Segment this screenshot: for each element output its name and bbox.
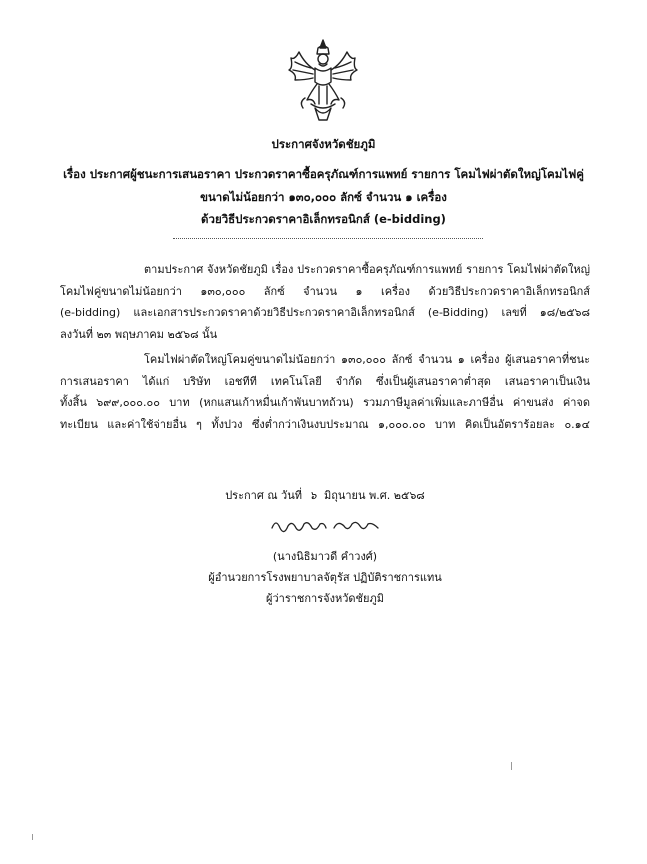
paragraph-line: ตามประกาศ จังหวัดชัยภูมิ เรื่อง ประกวดราคาซื้อครุภัณฑ์การแพทย์ รายการ โคมไฟผ่าตัดใหญ่ [144,263,590,276]
document-title: ประกาศจังหวัดชัยภูมิ [271,137,376,151]
scan-mark [32,834,33,840]
announce-prefix: ประกาศ ณ วันที่ [225,489,302,502]
subject-line-2: ขนาดไม่น้อยกว่า ๑๓๐,๐๐๐ ลักซ์ จำนวน ๑ เครื่อง [200,190,447,204]
signer-position: ผู้อำนวยการโรงพยาบาลจัตุรัส ปฏิบัติราชการแทน [208,571,442,584]
paragraph-line: โคมไฟผ่าตัดใหญ่โคมคู่ขนาดไม่น้อยกว่า ๑๓๐,๐๐๐ ลักซ์ จำนวน ๑ เครื่อง ผู้เสนอราคาที่ชนะ [144,353,590,366]
paragraph-line: (e-bidding) และเอกสารประกวดราคาด้วยวิธีประกวดราคาอิเล็กทรอนิกส์ (e-Bidding) เลขที่ ๑๘/๒๕๖๘ [60,306,590,319]
paragraph-line: การเสนอราคา ได้แก่ บริษัท เอชทีที เทคโนโลยี จำกัด ซึ่งเป็นผู้เสนอราคาต่ำสุด เสนอราคาเป็นเงิน [60,374,590,388]
paragraph-line: โคมไฟคู่ขนาดไม่น้อยกว่า ๑๓๐,๐๐๐ ลักซ์ จำนวน ๑ เครื่อง ด้วยวิธีประกวดราคาอิเล็กทรอนิกส์ [60,284,590,298]
signer-office: ผู้ว่าราชการจังหวัดชัยภูมิ [266,592,384,605]
paragraph-line: ทั้งสิ้น ๖๙๙,๐๐๐.๐๐ บาท (หกแสนเก้าหมื่นเก้าพันบาทถ้วน) รวมภาษีมูลค่าเพิ่มและภาษีอื่น ค่าขนส่ง ค่าจด [60,396,590,409]
subject-line-1: เรื่อง ประกาศผู้ชนะการเสนอราคา ประกวดราคาซื้อครุภัณฑ์การแพทย์ รายการ โคมไฟผ่าตัดใหญ่โคมไฟคู่ [63,167,584,181]
garuda-emblem [285,38,361,122]
paragraph-line: ลงวันที่ ๒๓ พฤษภาคม ๒๕๖๘ นั้น [60,327,218,341]
signer-name: (นางนิธิมาวดี คำวงศ์) [272,550,378,563]
announce-date [200,485,450,506]
announce-rest: มิถุนายน พ.ศ. ๒๕๖๘ [323,489,425,502]
scan-mark [511,762,512,770]
subject-line-3: ด้วยวิธีประกวดราคาอิเล็กทรอนิกส์ (e-bidding) [201,212,446,226]
paragraph-line: ทะเบียน และค่าใช้จ่ายอื่น ๆ ทั้งปวง ซึ่งต่ำกว่าเงินงบประมาณ ๑,๐๐๐.๐๐ บาท คิดเป็นอัตราร้อยละ ๐.๑๔ [60,417,590,431]
signer-block [200,546,450,609]
separator-dots [173,238,483,239]
handwritten-signature [268,512,388,540]
paragraph-1 [60,259,590,345]
announce-day: ๖ [309,489,317,502]
paragraph-2 [60,349,590,435]
